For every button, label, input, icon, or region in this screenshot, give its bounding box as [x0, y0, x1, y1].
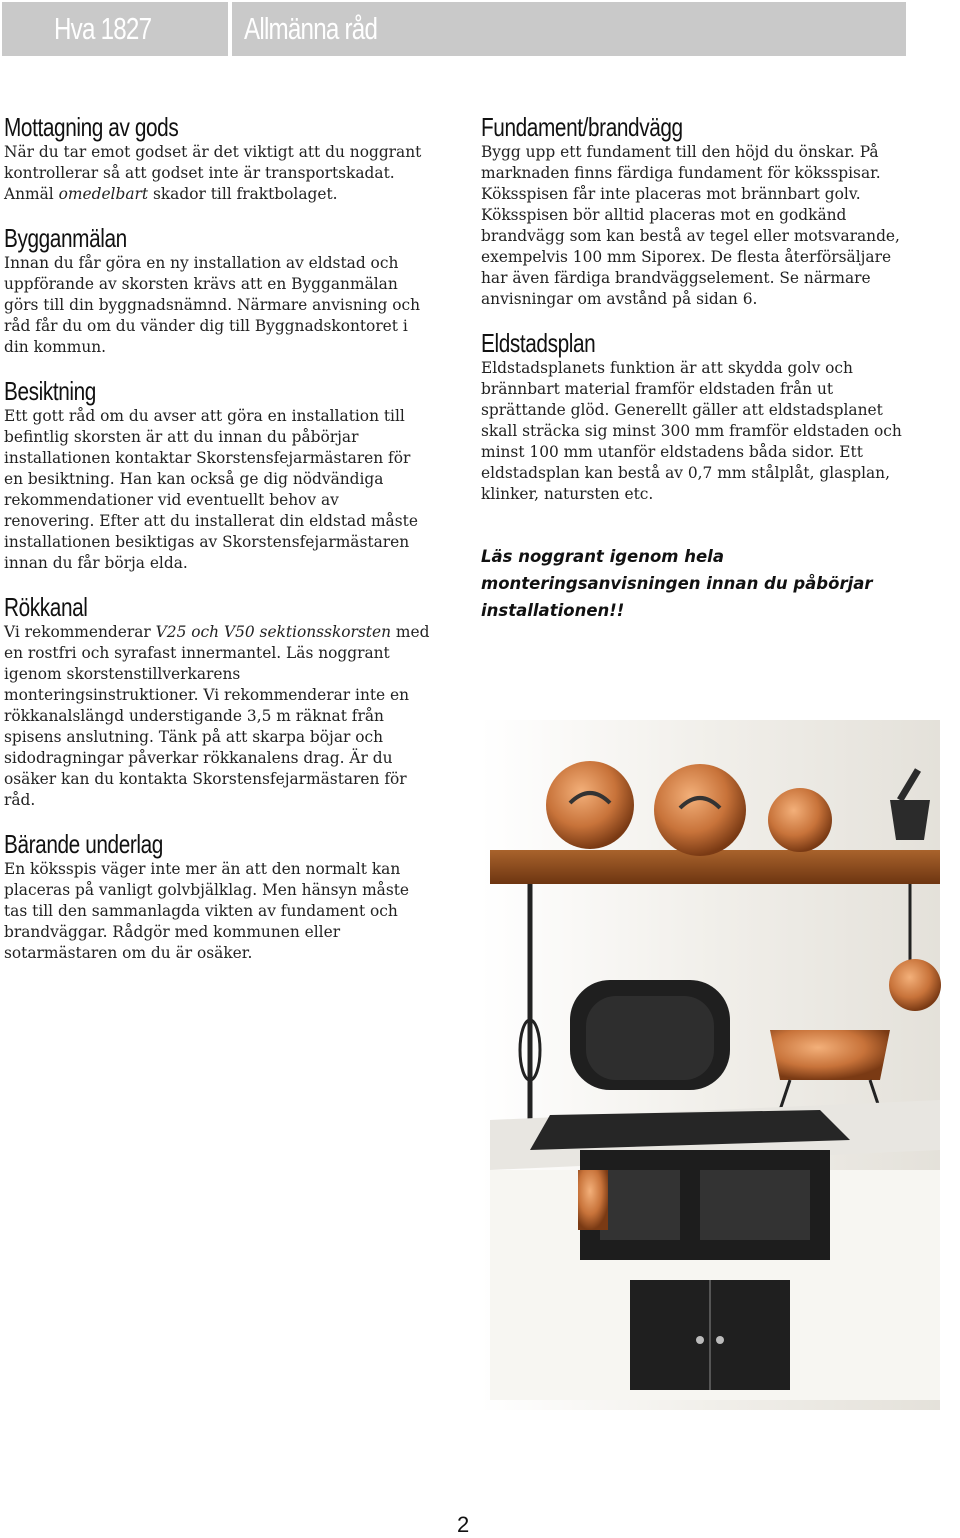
left-column	[4, 112, 434, 982]
copper-cauldron	[770, 1030, 890, 1080]
callout-read-instructions: Läs noggrant igenom hela monteringsanvisningen innan du påbörjar installationen!!	[481, 547, 873, 620]
header-tab-section	[232, 2, 906, 56]
section-title: Mottagning av gods	[4, 112, 179, 142]
mortar	[890, 800, 930, 840]
body-text: Vi rekommenderar	[4, 623, 156, 641]
section-load-bearing	[4, 829, 434, 964]
section-body: Innan du får göra en ny installation av eldstad och uppförande av skorsten krävs att en Bygganmälan görs till din byggnadsnämnd. Närmare anvisning och råd får du om du vänder dig till Byggnadskontoret i din kommun.	[4, 254, 421, 356]
section-body: Ett gott råd om du avser att göra en installation till befintlig skorsten är att du innan du påbörjar installationen kontaktar Skorstensfejarmästaren för en besiktning. Han kan också ge dig nödvändiga rekommendationer vid eventuellt behov av renovering. Efter att du installerat din eldstad måste installationen besiktigas av Skorstensfejarmästaren innan du får börja elda.	[4, 407, 418, 572]
section-foundation	[481, 112, 911, 310]
section-title: Bärande underlag	[4, 829, 163, 859]
section-building-notice	[4, 223, 434, 358]
header-tab-section-label: Allmänna råd	[244, 11, 378, 46]
section-goods-reception	[4, 112, 434, 205]
section-hearth-plate	[481, 328, 911, 505]
wooden-shelf	[490, 850, 940, 884]
header-tab-model-label: Hva 1827	[54, 11, 152, 46]
body-emphasis: V25 och V50 sektionsskorsten	[155, 623, 392, 641]
section-title: Eldstadsplan	[481, 328, 596, 358]
section-body: Bygg upp ett fundament till den höjd du önskar. På marknaden finns färdiga fundament för köksspisar. Köksspisen får inte placeras mot brännbart golv. Köksspisen bör alltid placeras mot en godkänd brandvägg som kan bestå av tegel eller motsvarande, exempelvis 100 mm Siporex. De flesta återförsäljare har även färdiga brandväggselement. Se närmare anvisningar om avstånd på sidan 6.	[481, 143, 900, 308]
page-number: 2	[457, 1512, 470, 1537]
section-title: Besiktning	[4, 376, 96, 406]
section-body	[4, 142, 434, 205]
section-inspection	[4, 376, 434, 574]
section-flue	[4, 592, 434, 811]
copper-pot	[889, 959, 941, 1011]
section-body: Eldstadsplanets funktion är att skydda golv och brännbart material framför eldstaden från ut sprättande glöd. Generellt gäller att eldstadsplanet skall sträcka sig minst 300 mm framför eldstaden och minst 100 mm utanför eldstadens båda sidor. Ett eldstadsplan kan bestå av 0,7 mm stålplåt, glasplan, klinker, natursten etc.	[481, 359, 902, 503]
stove-photo	[470, 700, 950, 1420]
right-column	[481, 112, 911, 624]
section-body: En köksspis väger inte mer än att den normalt kan placeras på vanligt golvbjälklag. Men hänsyn måste tas till den sammanlagda vikten av fundament och brandväggar. Rådgör med kommunen eller sotarmästaren om du är osäker.	[4, 860, 410, 962]
body-emphasis: omedelbart	[58, 185, 149, 203]
section-title: Bygganmälan	[4, 223, 127, 253]
section-title: Fundament/brandvägg	[481, 112, 683, 142]
body-text: När du tar emot godset är det viktigt att du noggrant kontrollerar så att godset inte är transportskadat. Anmäl	[4, 143, 422, 203]
header-tab-model	[2, 2, 228, 56]
body-text: med en rostfri och syrafast innermantel. Läs noggrant igenom skorstenstillverkarens monteringsinstruktioner. Vi rekommenderar inte en rökkanalslängd understigande 3,5 m räknat från spisens anslutning. Tänk på att skarpa böjar och sidodragningar påverkar rökkanalens drag. Är du osäker kan du kontakta Skorstensfejarmästaren för råd.	[4, 623, 430, 809]
section-body	[4, 622, 434, 811]
body-text: skador till fraktbolaget.	[148, 185, 338, 203]
section-title: Rökkanal	[4, 592, 88, 622]
